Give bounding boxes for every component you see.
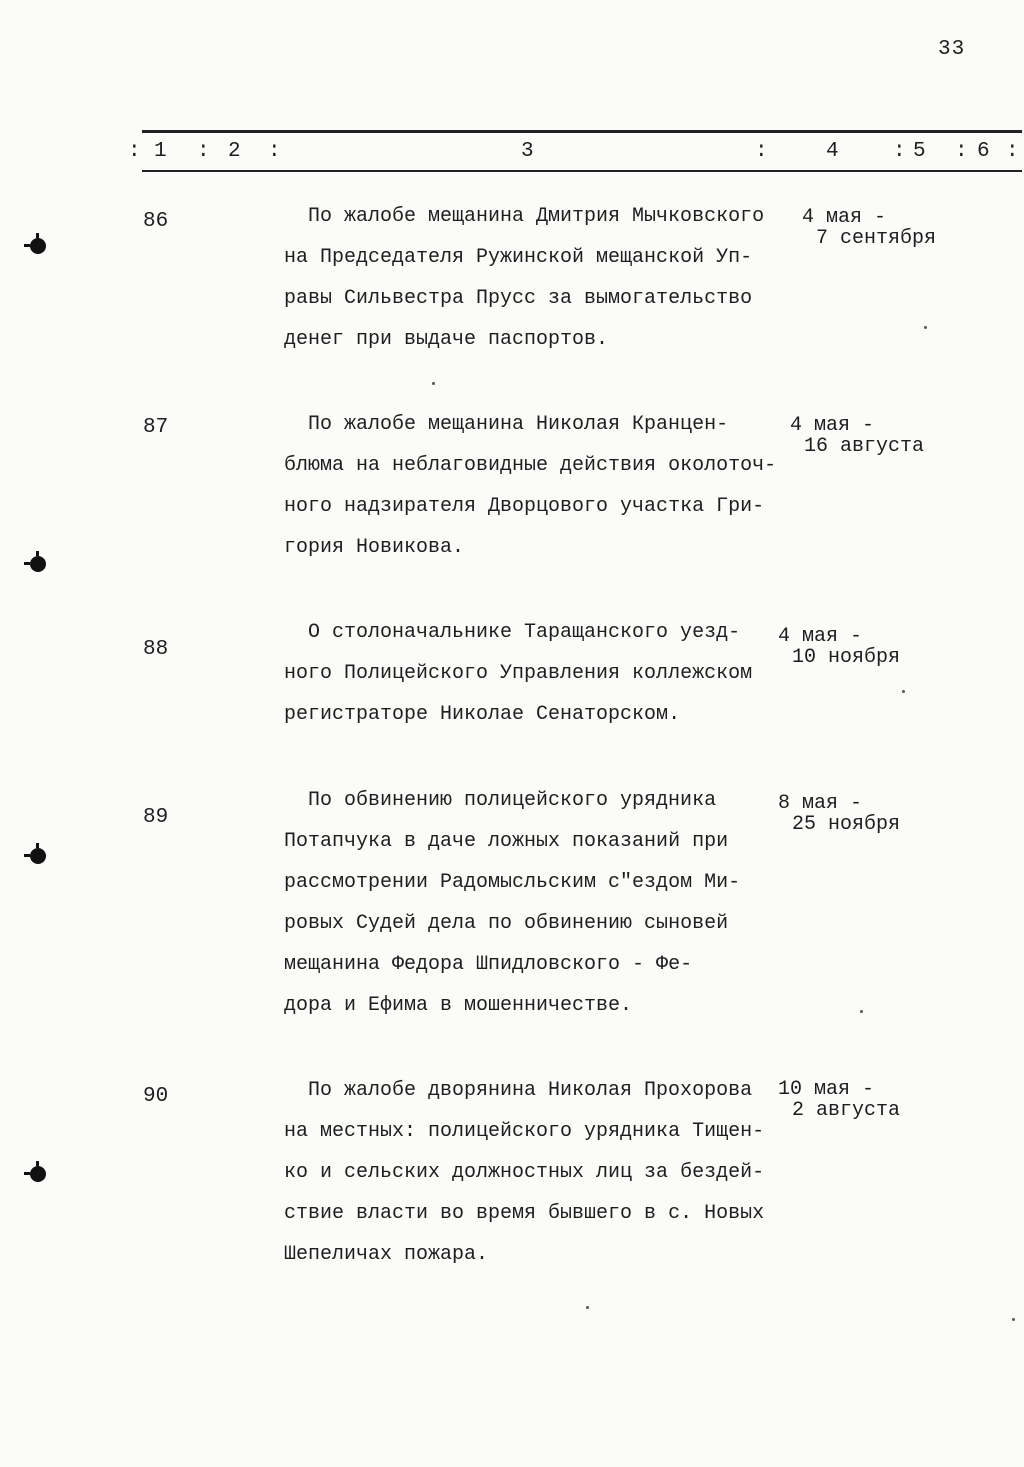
column-header-1: 1 <box>154 140 167 163</box>
description-line: на Председателя Ружинской мещанской Уп- <box>284 246 753 269</box>
description-line: ного надзирателя Дворцового участка Гри- <box>284 495 765 518</box>
punch-hole-mark <box>30 848 46 864</box>
description-line: мещанина Федора Шпидловского - Фе- <box>284 953 693 976</box>
description-line: По обвинению полицейского урядника <box>308 789 717 812</box>
entry-dates <box>778 793 900 835</box>
column-separator: : <box>197 140 210 163</box>
column-separator: : <box>128 140 141 163</box>
column-separator: : <box>955 140 968 163</box>
punch-hole-mark <box>30 238 46 254</box>
entry-description <box>284 196 804 360</box>
description-line: ного Полицейского Управления коллежском <box>284 662 753 685</box>
date-start: 4 мая - <box>790 414 875 437</box>
column-header-5: 5 <box>913 140 926 163</box>
description-line: регистраторе Николае Сенаторском. <box>284 703 681 726</box>
punch-hole-mark <box>30 556 46 572</box>
entry-description <box>284 780 804 1026</box>
column-separator: : <box>1006 140 1019 163</box>
date-start: 8 мая - <box>778 792 863 815</box>
description-line: По жалобе мещанина Дмитрия Мычковского <box>308 205 765 228</box>
entry-number: 86 <box>143 210 169 233</box>
date-end: 7 сентября <box>816 227 937 250</box>
entry-dates <box>790 415 924 457</box>
date-end: 10 ноября <box>792 646 901 669</box>
punch-hole-mark <box>30 1166 46 1182</box>
description-line: ко и сельских должностных лиц за бездей- <box>284 1161 765 1184</box>
header-rule-bottom <box>142 170 1022 172</box>
entry-number: 89 <box>143 806 169 829</box>
date-end: 16 августа <box>804 435 925 458</box>
column-separator: : <box>268 140 281 163</box>
description-line: Шепеличах пожара. <box>284 1243 489 1266</box>
entry-description <box>284 612 804 735</box>
column-header-3: 3 <box>521 140 534 163</box>
date-start: 4 мая - <box>802 206 887 229</box>
description-line: на местных: полицейского урядника Тищен- <box>284 1120 765 1143</box>
description-line: гория Новикова. <box>284 536 465 559</box>
scan-speck <box>902 690 905 693</box>
scan-speck <box>1012 1318 1015 1321</box>
entry-number: 90 <box>143 1085 169 1108</box>
date-start: 4 мая - <box>778 625 863 648</box>
entry-dates <box>778 1079 900 1121</box>
description-line: рассмотрении Радомысльским с"ездом Ми- <box>284 871 741 894</box>
entry-number: 88 <box>143 638 169 661</box>
entry-dates <box>778 626 900 668</box>
column-header-6: 6 <box>977 140 990 163</box>
description-line: равы Сильвестра Прусс за вымогательство <box>284 287 753 310</box>
description-line: По жалобе мещанина Николая Кранцен- <box>308 413 729 436</box>
scan-speck <box>860 1010 863 1013</box>
column-separator: : <box>893 140 906 163</box>
entry-description <box>284 1070 804 1275</box>
description-line: По жалобе дворянина Николая Прохорова <box>308 1079 753 1102</box>
page-number: 33 <box>938 38 966 61</box>
entry-number: 87 <box>143 416 169 439</box>
description-line: денег при выдаче паспортов. <box>284 328 609 351</box>
description-line: ствие власти во время бывшего в с. Новых <box>284 1202 765 1225</box>
date-end: 2 августа <box>792 1099 901 1122</box>
description-line: дора и Ефима в мошенничестве. <box>284 994 633 1017</box>
date-end: 25 ноября <box>792 813 901 836</box>
scan-speck <box>432 382 435 385</box>
description-line: О столоначальнике Таращанского уезд- <box>308 621 741 644</box>
header-rule-top <box>142 130 1022 133</box>
description-line: Потапчука в даче ложных показаний при <box>284 830 729 853</box>
entry-dates <box>802 207 936 249</box>
scan-speck <box>924 326 927 329</box>
date-start: 10 мая - <box>778 1078 875 1101</box>
column-header-row <box>0 140 1024 166</box>
column-header-2: 2 <box>228 140 241 163</box>
description-line: ровых Судей дела по обвинению сыновей <box>284 912 729 935</box>
entry-description <box>284 404 804 568</box>
column-header-4: 4 <box>826 140 839 163</box>
description-line: блюма на неблаговидные действия околоточ- <box>284 454 777 477</box>
scan-speck <box>586 1306 589 1309</box>
column-separator: : <box>755 140 768 163</box>
